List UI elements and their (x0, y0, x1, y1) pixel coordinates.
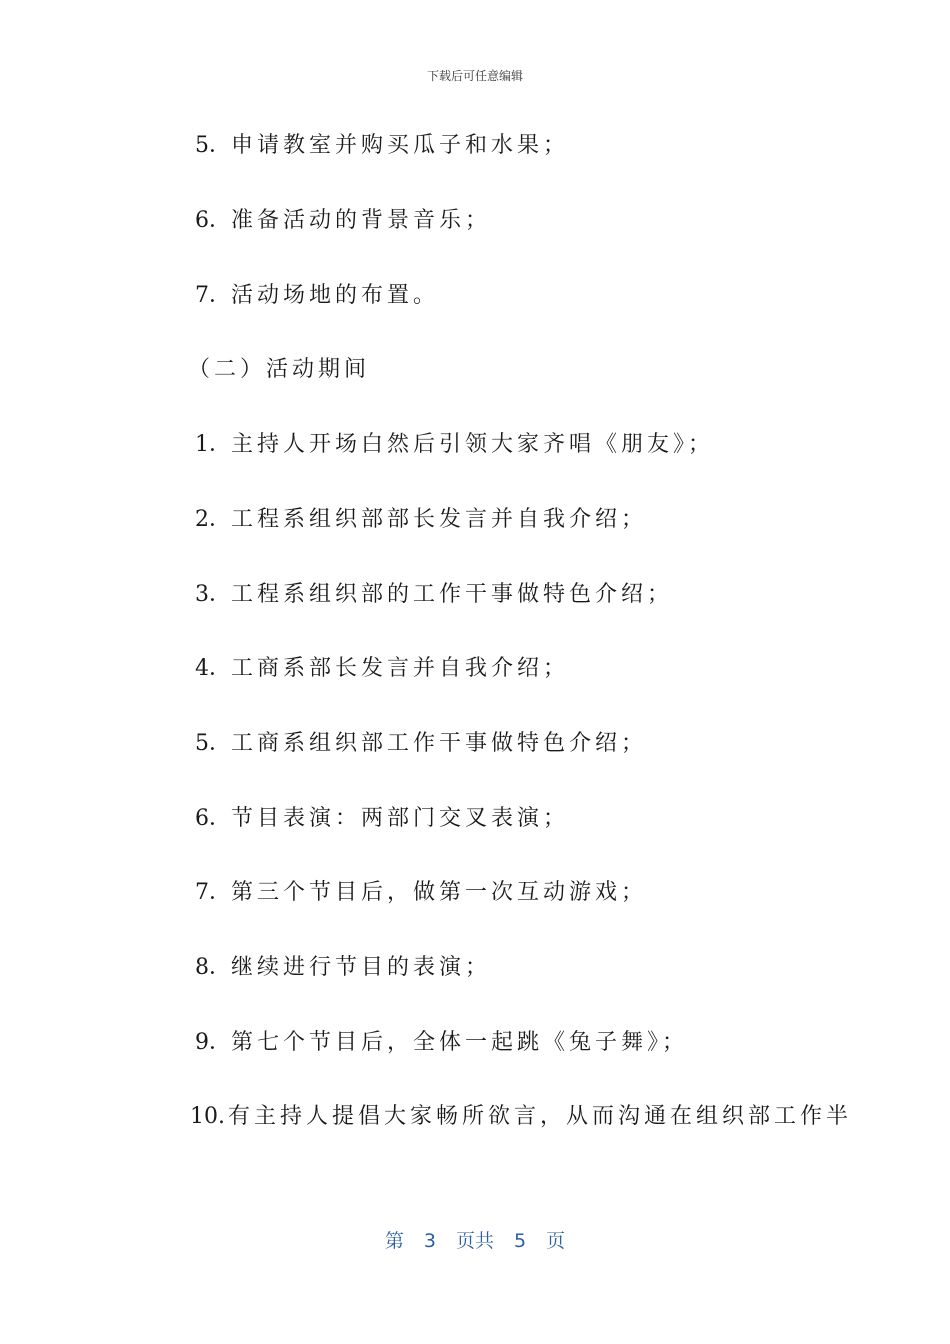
list-item-number: 6． (195, 208, 231, 233)
list-item (195, 654, 569, 684)
list-item-text: 有主持人提倡大家畅所欲言，从而沟通在组织部工作半 (228, 1104, 853, 1129)
list-item-text: 继续进行节目的表演； (231, 955, 492, 980)
list-item-text: 申请教室并购买瓜子和水果； (231, 133, 570, 158)
footer-current-page: 3 (423, 1230, 436, 1252)
list-item-number: 5． (195, 731, 231, 756)
page-header: 下载后可任意编辑 (426, 69, 523, 83)
list-item-number: 4． (195, 656, 231, 681)
list-item-number: 2． (195, 507, 231, 532)
list-item-number: 1． (195, 432, 231, 457)
list-item-text: 节目表演：两部门交叉表演； (231, 806, 570, 831)
list-item (195, 206, 491, 236)
list-item-text: 第三个节目后，做第一次互动游戏； (231, 880, 648, 905)
list-item-text: 主持人开场白然后引领大家齐唱《朋友》； (231, 432, 715, 457)
list-item (195, 953, 491, 983)
footer-page-prefix: 第 (384, 1230, 404, 1252)
list-item-text: 活动场地的布置。 (231, 283, 440, 308)
list-item-number: 5． (195, 133, 231, 158)
list-item-text: 准备活动的背景音乐； (231, 208, 492, 233)
list-item-text: 工程系组织部部长发言并自我介绍； (231, 507, 648, 532)
list-item-number: 9． (195, 1030, 231, 1055)
list-item (195, 878, 647, 908)
list-item (195, 131, 569, 161)
list-item (195, 281, 439, 311)
footer-page-suffix: 页 (546, 1230, 566, 1252)
list-item (195, 1028, 688, 1058)
list-item-number: 7． (195, 283, 231, 308)
list-item (195, 804, 569, 834)
list-item-text: 第七个节目后，全体一起跳《兔子舞》； (231, 1030, 689, 1055)
list-item-number: 3． (195, 582, 231, 607)
page-footer (0, 1226, 950, 1253)
list-item-number: 7． (195, 880, 231, 905)
list-item (195, 505, 647, 535)
list-item (190, 1102, 852, 1132)
section-heading (188, 355, 370, 385)
list-item-number: 8． (195, 955, 231, 980)
list-item-number: 6． (195, 806, 231, 831)
list-item-number: 10. (190, 1104, 225, 1129)
list-item-text: 工商系组织部工作干事做特色介绍； (231, 731, 648, 756)
list-item (195, 580, 673, 610)
list-item (195, 729, 647, 759)
footer-total-pages: 5 (514, 1230, 527, 1252)
list-item-text: 工商系部长发言并自我介绍； (231, 656, 570, 681)
list-item-text: 工程系组织部的工作干事做特色介绍； (231, 582, 674, 607)
list-item (195, 430, 714, 460)
section-heading-text: （二）活动期间 (188, 357, 371, 382)
footer-page-mid: 页共 (455, 1230, 494, 1252)
